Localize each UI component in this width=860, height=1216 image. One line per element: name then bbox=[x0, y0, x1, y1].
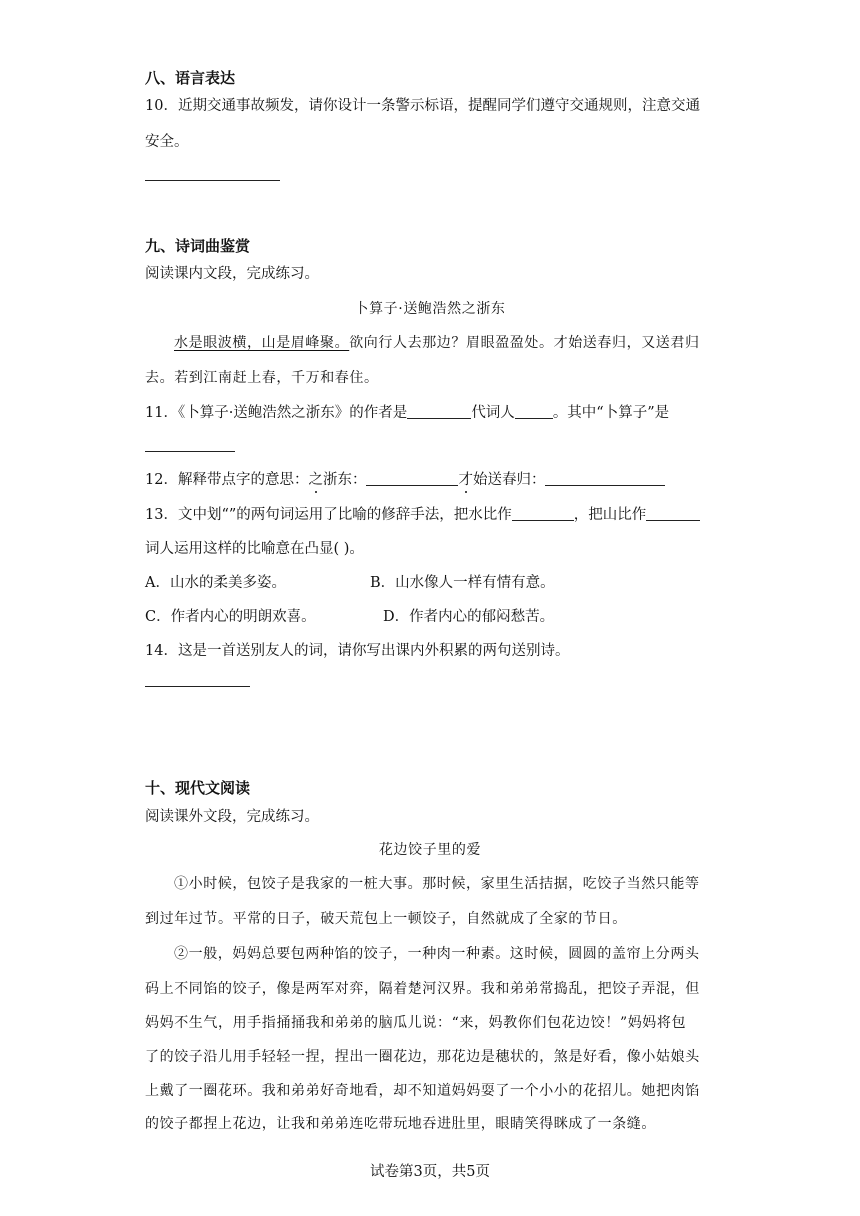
q13-part2: ”的两句词运用了比喻的修辞手法，把水比作 bbox=[228, 507, 512, 523]
q11-text bbox=[145, 401, 669, 422]
passage-title: 花边饺子里的爱 bbox=[378, 842, 482, 858]
passage-p2-line3: 妈妈不生气，用手指捅捅我和弟弟的脑瓜儿说：“来，妈教你们包花边饺！”妈妈将包 bbox=[145, 1015, 687, 1031]
q12-text bbox=[145, 468, 665, 489]
q14-answer-line[interactable] bbox=[145, 686, 250, 687]
section-8-heading: 八、语言表达 bbox=[145, 69, 236, 87]
q13-option-a[interactable]: A．山水的柔美多姿。 bbox=[145, 575, 286, 591]
q13-blank-mountain[interactable] bbox=[646, 506, 700, 521]
poem-underlined-phrase: 水是眼波横，山是眉峰聚。 bbox=[174, 335, 350, 351]
q12-blank-cai[interactable] bbox=[545, 471, 665, 486]
passage-p2-line4: 了的饺子沿儿用手轻轻一捏，捏出一圈花边，那花边是穗状的，煞是好看，像小姑娘头 bbox=[145, 1049, 700, 1065]
q12-part3: 始送春归： bbox=[472, 472, 546, 488]
q11-answer-line[interactable] bbox=[145, 451, 235, 452]
q12-blank-zhi[interactable] bbox=[366, 471, 458, 486]
q11-blank-author[interactable] bbox=[515, 404, 553, 419]
section-10-intro: 阅读课外文段，完成练习。 bbox=[145, 809, 319, 825]
q11-blank-dynasty[interactable] bbox=[407, 404, 471, 419]
poem-line2: 去。若到江南赶上春，千万和春住。 bbox=[145, 370, 379, 386]
passage-p1-line1: ①小时候，包饺子是我家的一桩大事。那时候，家里生活拮据，吃饺子当然只能等 bbox=[174, 876, 700, 892]
q13-text-line2: 词人运用这样的比喻意在凸显( )。 bbox=[145, 541, 364, 557]
section-10-heading: 十、现代文阅读 bbox=[145, 779, 251, 797]
passage-p2-line2: 码上不同馅的饺子，像是两军对弈，隔着楚河汉界。我和弟弟常捣乱，把饺子弄混，但 bbox=[145, 981, 700, 997]
q11-part1: 11．《卜算子·送鲍浩然之浙东》的作者是 bbox=[145, 405, 408, 421]
passage-p1-line2: 到过年过节。平常的日子，破天荒包上一顿饺子，自然就成了全家的节日。 bbox=[145, 911, 627, 927]
q13-blank-water[interactable] bbox=[512, 506, 574, 521]
q13-option-d[interactable]: D．作者内心的郁闷愁苦。 bbox=[383, 609, 555, 625]
passage-p2-line6: 的饺子都捏上花边，让我和弟弟连吃带玩地吞进肚里，眼睛笑得眯成了一条缝。 bbox=[145, 1116, 656, 1132]
section-9-intro: 阅读课内文段，完成练习。 bbox=[145, 266, 319, 282]
passage-p2-line5: 上戴了一圈花环。我和弟弟好奇地看，却不知道妈妈耍了一个小小的花招儿。她把肉馅 bbox=[145, 1083, 700, 1099]
q11-part2: 代词人 bbox=[471, 405, 515, 421]
q11-part3: 。其中“卜算子”是 bbox=[552, 405, 670, 421]
q13-option-b[interactable]: B．山水像人一样有情有意。 bbox=[370, 575, 555, 591]
poem-line1 bbox=[174, 332, 700, 352]
q12-dotted-cai: 才 bbox=[458, 472, 473, 488]
q13-text-line1 bbox=[145, 503, 700, 524]
page-footer: 试卷第3页，共5页 bbox=[370, 1164, 490, 1180]
q12-dotted-zhi: 之 bbox=[308, 472, 323, 488]
q13-part3: ，把山比作 bbox=[573, 507, 647, 523]
q13-option-c[interactable]: C．作者内心的明朗欢喜。 bbox=[145, 609, 316, 625]
q12-part2: 浙东： bbox=[322, 472, 367, 488]
poem-title: 卜算子·送鲍浩然之浙东 bbox=[354, 301, 506, 317]
q10-text-line1: 10．近期交通事故频发，请你设计一条警示标语，提醒同学们遵守交通规则，注意交通 bbox=[145, 98, 700, 114]
q13-part1: 13．文中划“ bbox=[145, 507, 229, 523]
q10-text-line2: 安全。 bbox=[145, 134, 189, 150]
passage-p2-line1: ②一般，妈妈总要包两种馅的饺子，一种肉一种素。这时候，圆圆的盖帘上分两头 bbox=[174, 946, 700, 962]
q10-answer-line[interactable] bbox=[145, 180, 280, 181]
section-9-heading: 九、诗词曲鉴赏 bbox=[145, 237, 251, 255]
q12-part1: 12．解释带点字的意思： bbox=[145, 472, 309, 488]
poem-line1-rest: 欲向行人去那边？眉眼盈盈处。才始送春归，又送君归 bbox=[349, 335, 700, 351]
q14-text: 14．这是一首送别友人的词，请你写出课内外积累的两句送别诗。 bbox=[145, 643, 570, 659]
